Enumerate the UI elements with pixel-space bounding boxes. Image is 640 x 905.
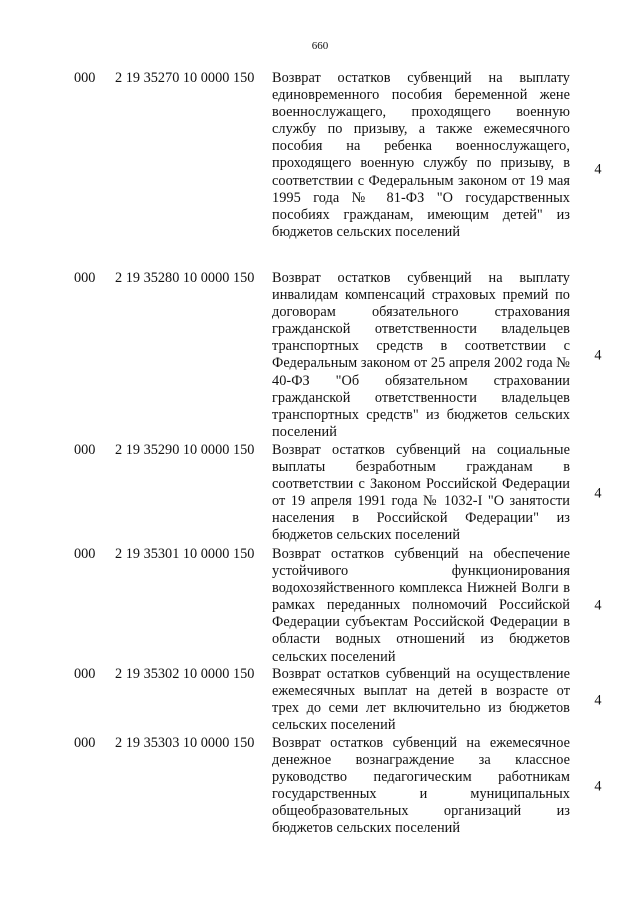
allocation-norm: 4 bbox=[594, 778, 602, 795]
row-description: Возврат остатков субвенций на осуществление ежемесячных выплат на детей в возрасте от трех до семи лет включительно из бюджетов сельских поселений bbox=[272, 666, 570, 734]
row-description: Возврат остатков субвенций на обеспечение устойчивого функционирования водохозяйственного комплекса Нижней Волги в рамках переданных полномочий Российской Федерации субъектам Российской Федерации в области водных отношений из бюджетов сельских поселений bbox=[272, 546, 570, 665]
admin-code: 000 bbox=[74, 270, 96, 286]
allocation-norm: 4 bbox=[594, 691, 602, 708]
table-row bbox=[0, 546, 640, 666]
admin-code: 000 bbox=[74, 442, 96, 458]
table-row bbox=[0, 666, 640, 735]
table-row bbox=[0, 270, 640, 442]
row-description: Возврат остатков субвенций на выплату единовременного пособия беременной жене военнослужащего, проходящего военную службу по призыву, а также ежемесячного пособия на ребенка военнослужащего, проходящего военную службу по призыву, в соответствии с Федеральным законом от 19 мая 1995 года № 81-ФЗ "О государственных пособиях гражданам, имеющим детей" из бюджетов сельских поселений bbox=[272, 70, 570, 240]
allocation-norm: 4 bbox=[594, 161, 602, 178]
table-row bbox=[0, 442, 640, 546]
budget-classification-code: 2 19 35270 10 0000 150 bbox=[115, 70, 255, 86]
budget-classification-code: 2 19 35290 10 0000 150 bbox=[115, 442, 255, 458]
budget-classification-code: 2 19 35280 10 0000 150 bbox=[115, 270, 255, 286]
table-row bbox=[0, 70, 640, 270]
budget-classification-code: 2 19 35303 10 0000 150 bbox=[115, 735, 255, 751]
table-row bbox=[0, 735, 640, 839]
row-description: Возврат остатков субвенций на ежемесячное денежное вознаграждение за классное руководство педагогическим работникам государственных и муниципальных общеобразовательных организаций из бюджетов сельских поселений bbox=[272, 735, 570, 837]
admin-code: 000 bbox=[74, 70, 96, 86]
budget-classification-code: 2 19 35301 10 0000 150 bbox=[115, 546, 255, 562]
admin-code: 000 bbox=[74, 735, 96, 751]
allocation-norm: 4 bbox=[594, 485, 602, 502]
allocation-norm: 4 bbox=[594, 597, 602, 614]
admin-code: 000 bbox=[74, 666, 96, 682]
row-description: Возврат остатков субвенций на социальные выплаты безработным гражданам в соответствии с Законом Российской Федерации от 19 апреля 1991 года № 1032-I "О занятости населения в Российской Федерации" из бюджетов сельских поселений bbox=[272, 442, 570, 544]
budget-classification-code: 2 19 35302 10 0000 150 bbox=[115, 666, 255, 682]
revenue-codes-table bbox=[0, 70, 640, 839]
admin-code: 000 bbox=[74, 546, 96, 562]
page-number: 660 bbox=[311, 40, 329, 52]
allocation-norm: 4 bbox=[594, 347, 602, 364]
row-description: Возврат остатков субвенций на выплату инвалидам компенсаций страховых премий по договорам обязательного страхования гражданской ответственности владельцев транспортных средств в соответствии с Федеральным законом от 25 апреля 2002 года № 40-ФЗ "Об обязательном страховании гражданской ответственности владельцев транспортных средств" из бюджетов сельских поселений bbox=[272, 270, 570, 440]
